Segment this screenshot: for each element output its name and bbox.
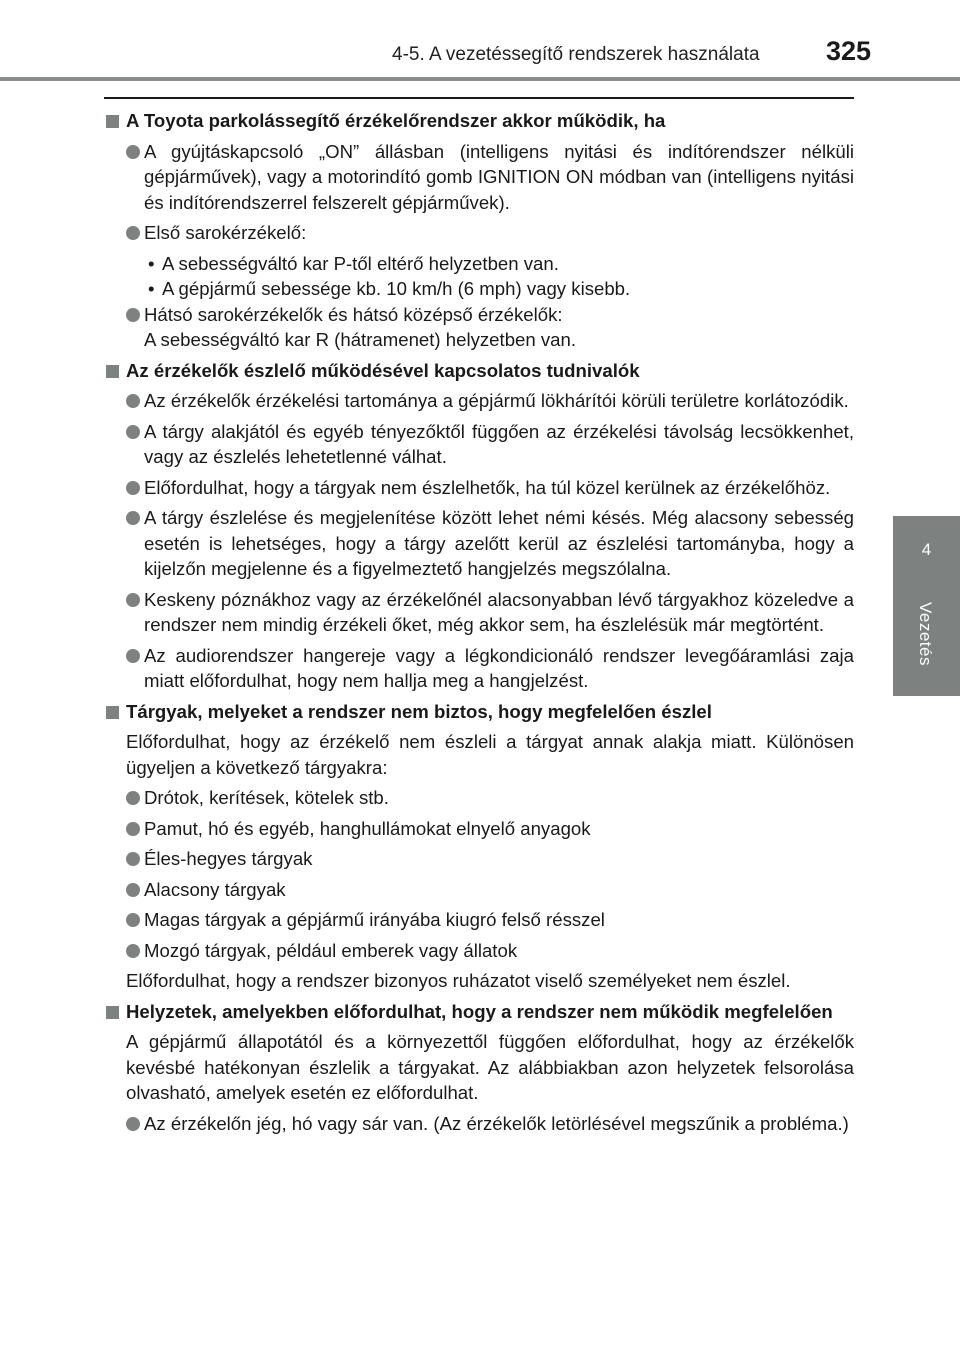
list-item: Drótok, kerítések, kötelek stb. xyxy=(104,785,854,811)
sub-list xyxy=(104,251,854,302)
circle-bullet-icon xyxy=(126,226,140,240)
list-item: Magas tárgyak a gépjármű irányába kiugró felső résszel xyxy=(104,907,854,933)
circle-bullet-icon xyxy=(126,481,140,495)
circle-bullet-icon xyxy=(126,394,140,408)
section-heading: A Toyota parkolássegítő érzékelőrendszer akkor működik, ha xyxy=(104,108,854,134)
square-bullet-icon xyxy=(106,706,119,719)
running-header: 4-5. A vezetéssegítő rendszerek használata xyxy=(392,44,760,65)
circle-bullet-icon xyxy=(126,145,140,159)
list-item: Hátsó sarokérzékelők és hátsó középső érzékelők: A sebességváltó kar R (hátramenet) helyzetben van. xyxy=(104,302,854,353)
header-rule xyxy=(0,77,960,81)
paragraph: Előfordulhat, hogy az érzékelő nem észleli a tárgyat annak alakja miatt. Különösen ügyeljen a következő tárgyakra: xyxy=(126,731,854,778)
circle-bullet-icon xyxy=(126,913,140,927)
circle-bullet-icon xyxy=(126,1117,140,1131)
list-item: Az audiorendszer hangereje vagy a légkondicionáló rendszer levegőáramlási zaja miatt előfordulhat, hogy nem hallja meg a hangjelzést. xyxy=(104,643,854,694)
list-item: Mozgó tárgyak, például emberek vagy állatok xyxy=(104,938,854,964)
section-heading: Tárgyak, melyeket a rendszer nem biztos, hogy megfelelően észlel xyxy=(104,699,854,725)
page-content xyxy=(104,108,854,1141)
content-top-rule xyxy=(104,97,854,99)
sub-list-item: • A gépjármű sebessége kb. 10 km/h (6 mph) vagy kisebb. xyxy=(104,276,854,302)
circle-bullet-icon xyxy=(126,822,140,836)
circle-bullet-icon xyxy=(126,883,140,897)
circle-bullet-icon xyxy=(126,308,140,322)
list-item: A tárgy észlelése és megjelenítése között lehet némi késés. Még alacsony sebesség esetén is lehetséges, hogy a tárgy azelőtt kerül az észlelési tartományba, hogy a kijelzőn megjelenne és a figyelmeztető hangjelzés megszólalna. xyxy=(104,505,854,582)
list-item: Pamut, hó és egyéb, hanghullámokat elnyelő anyagok xyxy=(104,816,854,842)
chapter-number: 4 xyxy=(921,540,932,559)
list-item: A gyújtáskapcsoló „ON” állásban (intelligens nyitási és indítórendszer nélküli gépjárművek), vagy a motorindító gomb IGNITION ON módban van (intelligens nyitási és indítórendszerrel felszerelt gépjárművek). xyxy=(104,139,854,216)
list-item: Az érzékelők érzékelési tartománya a gépjármű lökhárítói körüli területre korlátozódik. xyxy=(104,388,854,414)
list-item: Éles-hegyes tárgyak xyxy=(104,846,854,872)
circle-bullet-icon xyxy=(126,425,140,439)
list-item: Keskeny póznákhoz vagy az érzékelőnél alacsonyabban lévő tárgyakhoz közeledve a rendszer nem mindig érzékeli őket, még akkor sem, ha észlelésük már megtörtént. xyxy=(104,587,854,638)
sub-list-item: • A sebességváltó kar P-től eltérő helyzetben van. xyxy=(104,251,854,277)
circle-bullet-icon xyxy=(126,852,140,866)
square-bullet-icon xyxy=(106,115,119,128)
dot-marker-icon: • xyxy=(148,252,155,274)
section-heading: Az érzékelők észlelő működésével kapcsolatos tudnivalók xyxy=(104,358,854,384)
circle-bullet-icon xyxy=(126,593,140,607)
circle-bullet-icon xyxy=(126,511,140,525)
page-number: 325 xyxy=(826,36,872,66)
paragraph: Előfordulhat, hogy a rendszer bizonyos ruházatot viselő személyeket nem észlel. xyxy=(126,970,791,991)
list-item: Első sarokérzékelő: xyxy=(104,220,854,246)
section-heading: Helyzetek, amelyekben előfordulhat, hogy a rendszer nem működik megfelelően xyxy=(104,999,854,1025)
dot-marker-icon: • xyxy=(148,278,155,299)
square-bullet-icon xyxy=(106,1006,119,1019)
chapter-side-tab xyxy=(893,516,960,696)
square-bullet-icon xyxy=(106,365,119,378)
circle-bullet-icon xyxy=(126,791,140,805)
chapter-label: Vezetés xyxy=(916,602,935,666)
list-item: Alacsony tárgyak xyxy=(104,877,854,903)
list-item: A tárgy alakjától és egyéb tényezőktől függően az érzékelési távolság lecsökkenhet, vagy az észlelés lehetetlenné válhat. xyxy=(104,419,854,470)
list-item: Az érzékelőn jég, hó vagy sár van. (Az érzékelők letörlésével megszűnik a probléma.) xyxy=(104,1111,854,1137)
circle-bullet-icon xyxy=(126,944,140,958)
paragraph: A gépjármű állapotától és a környezettől függően előfordulhat, hogy az érzékelők kevésbé hatékonyan észlelik a tárgyakat. Az alábbiakban azon helyzetek felsorolása olvasható, amelyek esetén ez előfordulhat. xyxy=(126,1031,854,1103)
list-item: Előfordulhat, hogy a tárgyak nem észlelhetők, ha túl közel kerülnek az érzékelőhöz. xyxy=(104,475,854,501)
circle-bullet-icon xyxy=(126,649,140,663)
